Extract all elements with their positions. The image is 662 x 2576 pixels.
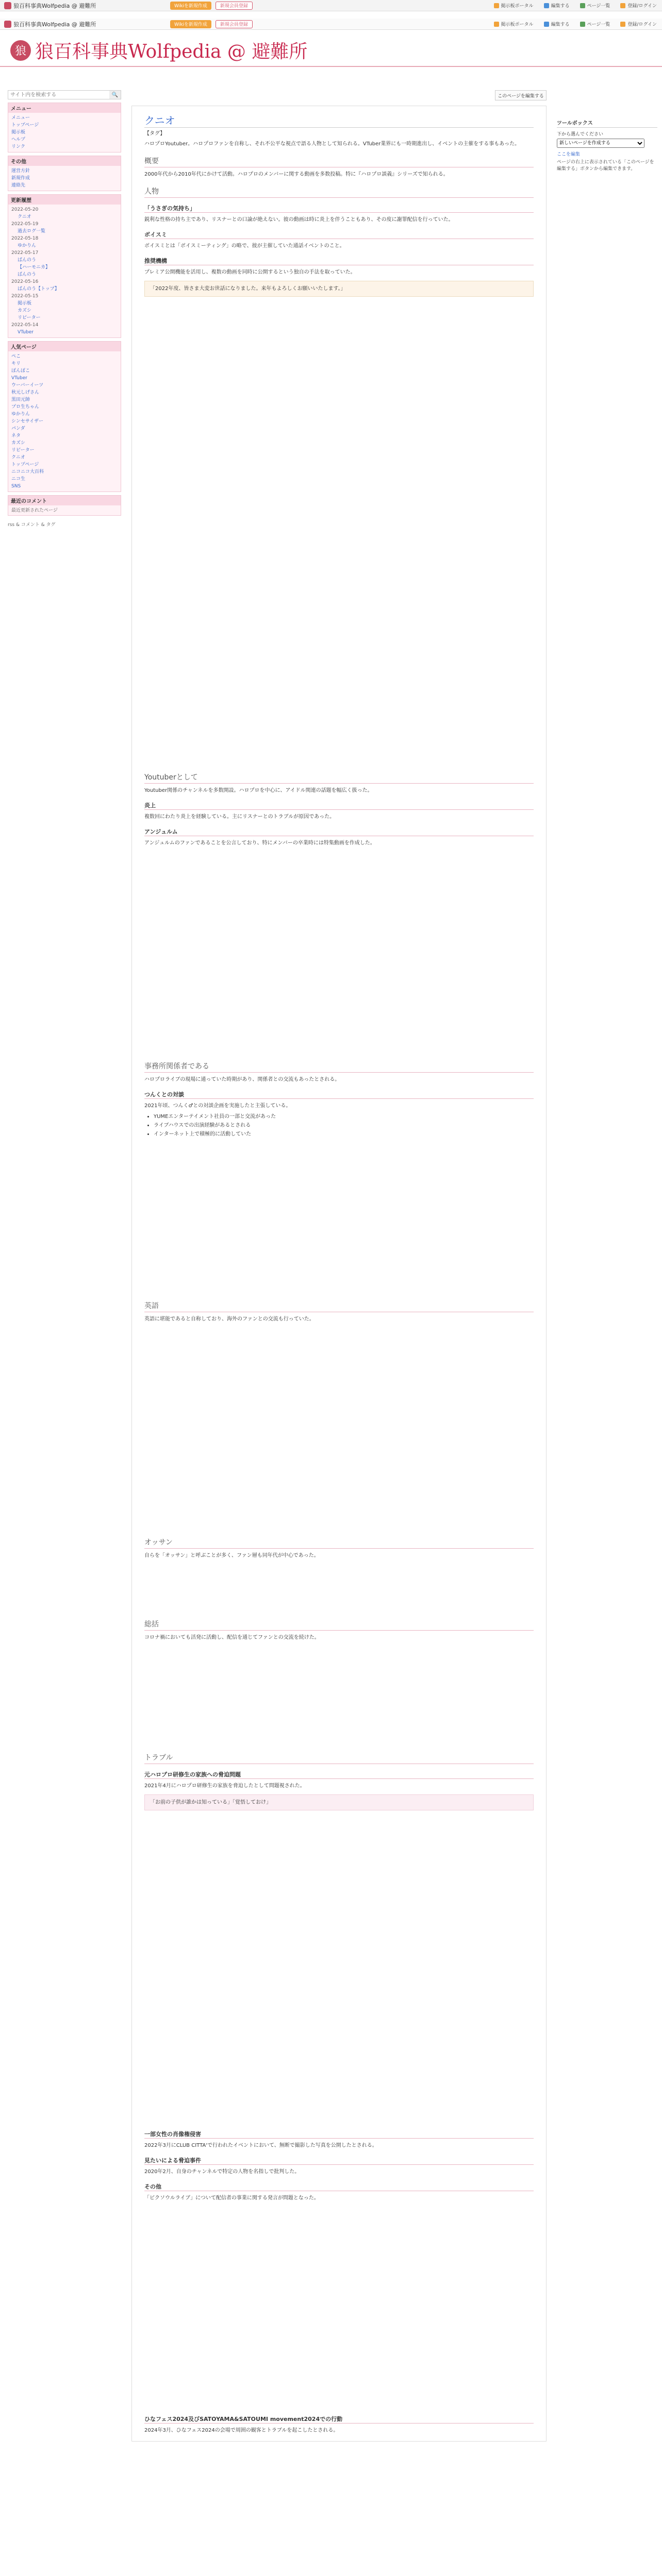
site-title[interactable]: 狼百科事典Wolfpedia @ 避難所: [35, 41, 308, 62]
menu-edit-secondary[interactable]: 編集する: [539, 21, 575, 27]
subsection-heading: 一部女性の肖像権侵害: [144, 2130, 534, 2139]
menu-login-secondary[interactable]: 登録/ログイン: [615, 21, 662, 27]
section-text: 自らを「オッサン」と呼ぶことが多く、ファン層も同年代が中心であった。: [144, 1553, 319, 1558]
section-heading: 英語: [144, 1300, 534, 1312]
site-link-secondary[interactable]: 狼百科事典Wolfpedia @ 避難所: [0, 20, 170, 28]
menu-login[interactable]: 登録/ログイン: [615, 2, 662, 9]
section-text: ボイスミとは「ボイスミーティング」の略で、彼が主催していた通話イベントのこと。: [144, 243, 345, 249]
user-icon: [620, 22, 625, 27]
ranking-item[interactable]: シンセサイザー: [11, 419, 44, 424]
section-text: Youtuber関係のチャンネルを多数開設。ハロプロを中心に、アイドル関連の話題を幅広く扱った。: [144, 788, 373, 793]
update-date: 2022-05-18: [11, 236, 39, 241]
section-text: 2022年3月にCLUB CITTA'で行われたイベントにおいて、無断で撮影した写真を公開したとされる。: [144, 2143, 377, 2148]
portal-icon: [494, 3, 499, 8]
section-heading: 総括: [144, 1619, 534, 1631]
ranking-item[interactable]: ネタ: [11, 433, 21, 438]
section-text: 2020年2月、自身のチャンネルで特定の人物を名指しで批判した。: [144, 2169, 300, 2175]
toolbox-select[interactable]: [557, 139, 644, 148]
menu-edit[interactable]: 編集する: [539, 2, 575, 9]
list-icon: [580, 22, 585, 27]
bullet-item: • ライブハウスでの出演経験があるとされる: [154, 1121, 534, 1130]
update-link[interactable]: ゆかりん: [18, 243, 37, 248]
update-link[interactable]: ばんのう【トップ】: [18, 286, 59, 292]
site-link[interactable]: 狼百科事典Wolfpedia @ 避難所: [0, 2, 170, 10]
subsection-heading: 元ハロプロ研修生の家族への脅迫問題: [144, 1770, 534, 1779]
spacer: [144, 2202, 534, 2409]
section-text: 鋭利な性格の持ち主であり、リスナーとの口論が絶えない。彼の動画は時に炎上を伴うこともあり、その度に謝罪配信を行っていた。: [144, 217, 454, 223]
edit-icon: [544, 3, 549, 8]
search-icon[interactable]: 🔍: [109, 91, 121, 99]
ranking-item[interactable]: 黒田元帥: [11, 397, 30, 402]
update-date: 2022-05-17: [11, 250, 39, 256]
ranking-item[interactable]: ぺこ: [11, 354, 21, 359]
toolbox-heading: ツールボックス: [557, 118, 657, 128]
ranking-item[interactable]: ウーバーイーツ: [11, 383, 44, 388]
update-link[interactable]: カズシ: [18, 308, 32, 313]
section-text: 複数回にわたり炎上を経験している。主にリスナーとのトラブルが原因であった。: [144, 814, 335, 820]
bullet-item: • インターネット上で積極的に活動していた: [154, 1130, 534, 1139]
top-bar-secondary: [0, 19, 662, 30]
section-text: プレミア公開機能を活用し、複数の動画を同時に公開するという独自の手法を取っていた。: [144, 269, 356, 275]
update-link[interactable]: ばんのう: [18, 272, 37, 277]
site-logo-icon: [4, 21, 11, 28]
section-heading: 事務所関係者である: [144, 1061, 534, 1073]
update-link[interactable]: クニオ: [18, 214, 31, 219]
ranking-item[interactable]: キリ: [11, 361, 21, 366]
update-history-box: [8, 194, 121, 338]
menu-item-links[interactable]: リンク: [11, 144, 25, 149]
portal-icon: [494, 22, 499, 27]
intro-text: ハロプロYoutuber。ハロプロファンを自称し、それ不公平な視点で語る人物として知られる。VTuber業界にも一時期進出し、イベントの主催をする事もあった。: [144, 141, 520, 147]
update-date: 2022-05-19: [11, 222, 39, 227]
update-link[interactable]: VTuber: [18, 330, 34, 335]
user-icon: [620, 3, 625, 8]
edit-link[interactable]: ここを編集: [557, 152, 581, 157]
ranking-item[interactable]: クニオ: [11, 455, 25, 460]
section-text: 2024年3月、ひなフェス2024の会場で周囲の観客とトラブルを起こしたとされる。: [144, 2428, 339, 2433]
right-sidebar: [557, 118, 657, 201]
section-text: 2021年頃、つんく♂との対談企画を実施したと主張している。: [144, 1103, 291, 1109]
new-user-button-secondary[interactable]: 新規会員登録: [216, 20, 253, 28]
spacer: [144, 1560, 534, 1612]
subsection-heading: 見たいによる脅迫事件: [144, 2156, 534, 2165]
site-logo-icon: [4, 2, 11, 9]
recent-note[interactable]: 最近更新されたページ: [11, 508, 58, 513]
subsection-heading: ボイスミ: [144, 230, 534, 239]
update-date: 2022-05-14: [11, 323, 39, 328]
menu-page-list[interactable]: ページ一覧: [575, 2, 616, 9]
ranking-item[interactable]: トップページ: [11, 462, 39, 467]
update-link[interactable]: 掲示板: [18, 301, 32, 306]
toolbox-help-text: ページの右上に表示されている「このページを編集する」ボタンから編集できます。: [557, 160, 654, 172]
recent-heading: 最近のコメント: [8, 496, 121, 505]
update-date: 2022-05-20: [11, 207, 39, 212]
ranking-heading: 人気ページ: [8, 342, 121, 351]
menu-item-board[interactable]: 掲示板: [11, 130, 26, 135]
subsection-heading: アンジュルム: [144, 827, 534, 836]
list-icon: [580, 3, 585, 8]
ranking-item[interactable]: リピーター: [11, 448, 35, 453]
ranking-item[interactable]: パンダ: [11, 426, 25, 431]
update-heading: 更新履歴: [8, 195, 121, 205]
ranking-item[interactable]: ニコニコ大百科: [11, 469, 44, 474]
section-text: 「ビクソウルライブ」について配信者の事業に関する発言が問題となった。: [144, 2195, 319, 2201]
ranking-box: [8, 341, 121, 492]
menu-item-help[interactable]: ヘルプ: [11, 137, 26, 142]
subsection-heading: 「うさぎの気持ち」: [144, 204, 534, 213]
spacer: [144, 848, 534, 1054]
new-user-button[interactable]: 新規会員登録: [216, 2, 253, 10]
section-heading: 概要: [144, 156, 534, 167]
create-wiki-button[interactable]: Wikiを新規作成: [170, 2, 211, 10]
spacer: [144, 1324, 534, 1530]
section-text: 英語に堪能であると自称しており、海外のファンとの交流も行っていた。: [144, 1316, 315, 1322]
update-date: 2022-05-16: [11, 279, 39, 284]
menu-item-menu[interactable]: メニュー: [11, 115, 30, 121]
update-link[interactable]: 過去ログ一覧: [18, 229, 46, 234]
menu-box: [8, 103, 121, 152]
other-heading: その他: [8, 156, 121, 166]
subsection-heading: つんくとの対談: [144, 1090, 534, 1099]
page-title: クニオ: [144, 112, 534, 128]
other-item-new[interactable]: 新規作成: [11, 176, 30, 181]
spacer: [144, 1139, 534, 1293]
section-text: 2021年4月にハロプロ研修生の家族を脅迫したとして問題視された。: [144, 1783, 305, 1789]
left-sidebar: [8, 90, 121, 1211]
ranking-item[interactable]: プロ生ちゃん: [11, 404, 40, 410]
site-brand[interactable]: [10, 37, 307, 63]
ranking-item[interactable]: ぽんぽこ: [11, 368, 30, 374]
ranking-item[interactable]: VTuber: [11, 376, 27, 381]
subsection-heading: その他: [144, 2182, 534, 2191]
section-text: ハロプロライブの現場に通っていた時期があり、関係者との交流もあったとされる。: [144, 1077, 340, 1082]
recent-comments-box: [8, 495, 121, 516]
quote-block: 「お前の子供が誰かは知っている」「覚悟しておけ」: [144, 1794, 534, 1810]
subsection-heading: 炎上: [144, 801, 534, 810]
menu-portal[interactable]: 掲示板ポータル: [489, 2, 539, 9]
update-link[interactable]: 【ハーモニカ】: [18, 265, 51, 270]
search-input[interactable]: [8, 91, 109, 99]
ranking-item[interactable]: カズシ: [11, 440, 26, 446]
update-link[interactable]: リピーター: [18, 315, 41, 320]
ranking-item[interactable]: 秋元しげさん: [11, 390, 40, 395]
bullet-item: • YUMEエンターテイメント社員の一部と交流があった: [154, 1112, 534, 1121]
update-link[interactable]: ばんのう: [18, 258, 37, 263]
section-text: アンジュルムのファンであることを公言しており、特にメンバーの卒業時には特集動画を作成した。: [144, 840, 375, 846]
section-text: 2000年代から2010年代にかけて活動。ハロプロのメンバーに関する動画を多数投稿。特に『ハロプロ談義』シリーズで知られる。: [144, 172, 449, 177]
ranking-item[interactable]: SNS: [11, 484, 21, 489]
menu-item-top[interactable]: トップページ: [11, 123, 39, 128]
menu-heading: メニュー: [8, 103, 121, 113]
quote-block: 「2022年度、皆さま大変お世話になりました。来年もよろしくお願いいたします。」: [144, 281, 534, 297]
other-item-policy[interactable]: 運営方針: [11, 168, 30, 174]
spacer: [144, 301, 534, 765]
site-header: [0, 31, 662, 67]
other-box: [8, 156, 121, 191]
update-date: 2022-05-15: [11, 294, 39, 299]
spacer: [144, 1815, 534, 2124]
bullet-list: [144, 1112, 534, 1139]
rss-links[interactable]: rss & コメント & タグ: [8, 522, 56, 528]
section-heading: Youtuberとして: [144, 772, 534, 784]
other-item-contact[interactable]: 連絡先: [11, 183, 26, 188]
create-wiki-button-secondary[interactable]: Wikiを新規作成: [170, 20, 211, 28]
top-bar: [0, 0, 662, 11]
section-heading: オッサン: [144, 1537, 534, 1549]
subsection-heading: 推奨機構: [144, 257, 534, 265]
article: [131, 106, 547, 2442]
edit-icon: [544, 22, 549, 27]
toolbox-label: 下から選んでください: [557, 132, 604, 137]
ranking-item[interactable]: ゆかりん: [11, 412, 30, 417]
menu-page-list-secondary[interactable]: ページ一覧: [575, 21, 616, 27]
menu-portal-secondary[interactable]: 掲示板ポータル: [489, 21, 539, 27]
edit-page-button[interactable]: このページを編集する: [495, 90, 547, 100]
site-search: [8, 90, 121, 99]
tag-link[interactable]: 【タグ】: [144, 131, 166, 137]
section-heading: 人物: [144, 186, 534, 198]
spacer: [144, 1642, 534, 1745]
section-text: コロナ禍においても活発に活動し、配信を通じてファンとの交流を続けた。: [144, 1635, 320, 1640]
wolf-logo-icon: 狼: [10, 40, 31, 61]
subsection-heading: ひなフェス2024及びSATOYAMA&SATOUMI movement2024での行動: [144, 2415, 534, 2424]
ranking-item[interactable]: ニコ生: [11, 477, 26, 482]
section-heading: トラブル: [144, 1752, 534, 1764]
